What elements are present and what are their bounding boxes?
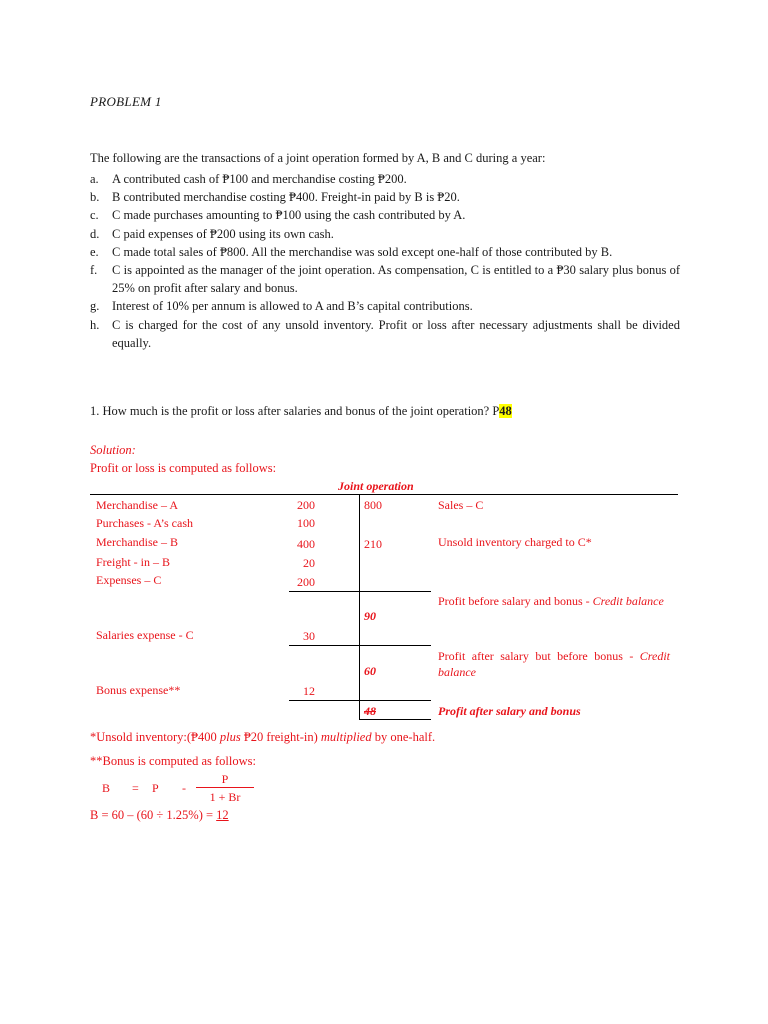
ledger-center-rule [359,494,360,720]
debit-label: Freight - in – B [96,555,170,569]
formula-lhs: B [102,781,111,795]
debit-amount: 200 [297,498,315,512]
credit-label: Sales – C [438,498,484,512]
subtotal-rule-2 [289,645,431,646]
debit-label: Merchandise – B [96,535,178,549]
debit-label: Merchandise – A [96,498,178,512]
intro-text: The following are the transactions of a joint operation formed by A, B and C during a year: [90,151,546,165]
list-item: c. C made purchases amounting to ₱100 using the cash contributed by A. [90,208,466,223]
answer-highlight: 48 [499,404,512,418]
balance-amount: 90 [364,609,376,623]
debit-label: Salaries expense - C [96,628,194,642]
debit-amount: 20 [303,556,315,570]
formula-calculation: B = 60 – (60 ÷ 1.25%) = 12 [90,808,229,822]
list-item: h. C is charged for the cost of any unsold inventory. Profit or loss after necessary adjustments shall be divided equally. [90,317,680,350]
final-balance-amount: 48 [364,704,376,718]
balance-amount: 60 [364,664,376,678]
credit-label: Unsold inventory charged to C* [438,535,592,549]
formula-minus: - [182,781,186,795]
debit-amount: 200 [297,575,315,589]
subtotal-rule-3 [289,700,431,701]
list-item: a. A contributed cash of ₱100 and merchandise costing ₱200. [90,172,407,186]
subtotal-rule-1 [289,591,431,592]
footnote-bonus: **Bonus is computed as follows: [90,754,256,768]
debit-amount: 100 [297,516,315,530]
final-balance-label: Profit after salary and bonus [438,704,581,718]
debit-amount: 30 [303,629,315,643]
list-item: b. B contributed merchandise costing ₱400. Freight-in paid by B is ₱20. [90,190,460,205]
solution-label: Solution: [90,443,136,457]
fraction-bar [196,787,254,788]
formula-denominator: 1 + Br [209,790,241,804]
credit-amount: 800 [364,498,382,512]
formula-eq: = [132,781,139,795]
footnote-unsold: *Unsold inventory:(₱400 plus ₱20 freight-in) multiplied by one-half. [90,730,436,744]
problem-title: PROBLEM 1 [90,94,162,109]
ledger-top-rule [90,494,678,495]
question-1: 1. How much is the profit or loss after salaries and bonus of the joint operation? P48 [90,404,512,418]
balance-label: Profit before salary and bonus - Credit balance [438,594,664,608]
credit-amount: 210 [364,537,382,551]
list-item: f. C is appointed as the manager of the joint operation. As compensation, C is entitled to a ₱30 salary plus bonus of 25% on profit after salary and bonus. [90,263,680,296]
solution-intro: Profit or loss is computed as follows: [90,461,277,475]
debit-amount: 12 [303,684,315,698]
formula-numerator: P [221,772,229,786]
debit-label: Expenses – C [96,573,162,587]
list-item: d. C paid expenses of ₱200 using its own cash. [90,226,334,241]
double-rule [359,719,431,720]
debit-amount: 400 [297,537,315,551]
list-item: e. C made total sales of ₱800. All the merchandise was sold except one-half of those contributed by B. [90,244,613,259]
ledger-title: Joint operation [338,479,414,493]
balance-label: Profit after salary but before bonus - Credit balance [438,649,670,679]
debit-label: Bonus expense** [96,683,181,697]
debit-label: Purchases - A’s cash [96,516,193,530]
transaction-list [90,170,680,352]
list-item: g. Interest of 10% per annum is allowed to A and B’s capital contributions. [90,299,473,314]
formula-p: P [152,781,159,795]
